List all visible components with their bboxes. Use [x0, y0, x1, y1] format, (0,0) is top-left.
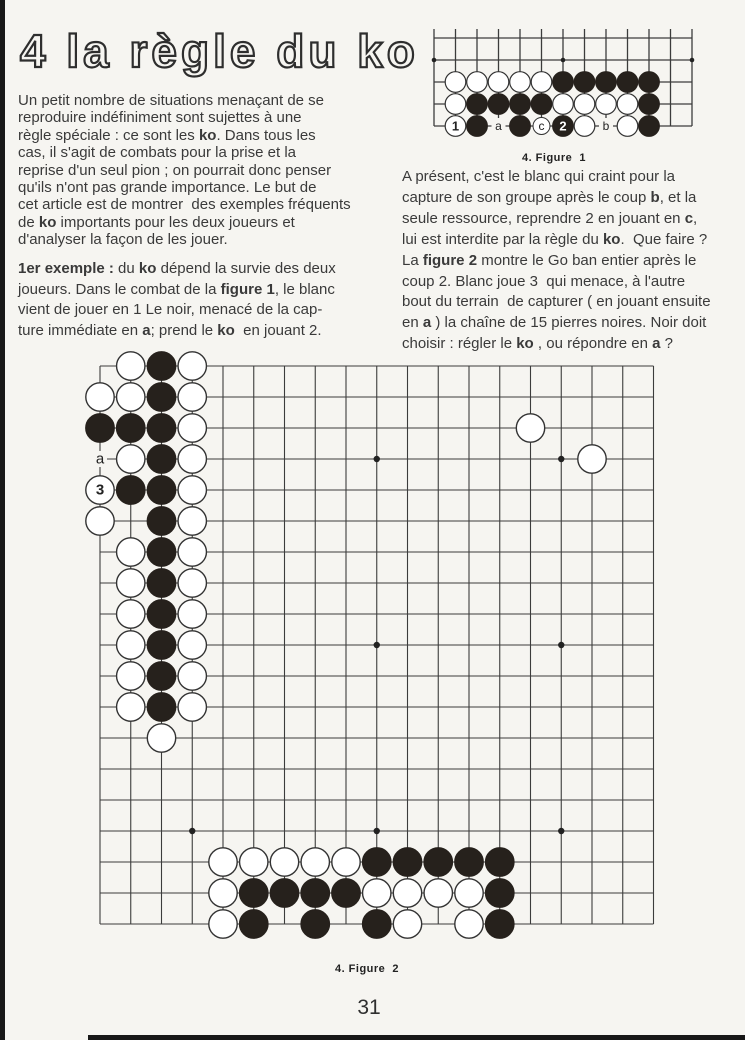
figure-2: [85, 349, 685, 975]
intro-paragraph: Un petit nombre de situations menaçant de se reproduire indéfiniment sont sujettes à une règle spéciale : ce sont les ko. Dans tous les cas, il s'agit de combats pour la prise et la reprise d'un seul pion ; on pourrait donc penser qu'ils n'ont pas grande importance. Le but de cet article est de montrer des exemples fréquents de ko importants pour les deux joueurs et d'analyser la façon de les jouer.: [18, 92, 351, 249]
right-paragraph: A présent, c'est le blanc qui craint pour la capture de son groupe après le coup b, et la seule ressource, reprendre 2 en jouant en c, lui est interdite par la règle du ko. Que faire ? La figure 2 montre le Go ban entier après le coup 2. Blanc joue 3 qui menace, à l'autre bout du terrain de capturer ( en jouant ensuite en a ) la chaîne de 15 pierres noires. Noir doit choisir : régler le ko , ou répondre en a ?: [402, 168, 711, 353]
example-paragraph: 1er exemple : du ko dépend la survie des deux joueurs. Dans le combat de la figure 1, le blanc vient de jouer en 1 Le noir, menacé de la cap- ture immédiate en a; prend le ko en jouant 2.: [18, 259, 336, 340]
svg-text:a: a: [495, 119, 502, 133]
go-board-figure-2: [85, 349, 685, 949]
svg-text:3: 3: [95, 481, 105, 499]
figure-1: [413, 24, 723, 164]
figure-1-caption: 4. Figure 1: [521, 152, 587, 164]
svg-text:b: b: [602, 119, 610, 133]
svg-text:c: c: [538, 119, 545, 133]
scan-edge-bottom: [88, 1035, 745, 1040]
svg-text:1: 1: [451, 118, 460, 134]
page-title: 4 la règle du ko: [20, 25, 419, 77]
go-board-figure-1: [413, 24, 723, 140]
page-number: 31: [357, 996, 381, 1019]
left-column: [18, 92, 408, 342]
right-column: [402, 167, 745, 355]
svg-text:2: 2: [559, 118, 567, 134]
figure-2-caption: 4. Figure 2: [334, 963, 400, 975]
scan-edge-left: [0, 0, 5, 1040]
svg-text:a: a: [95, 450, 105, 468]
